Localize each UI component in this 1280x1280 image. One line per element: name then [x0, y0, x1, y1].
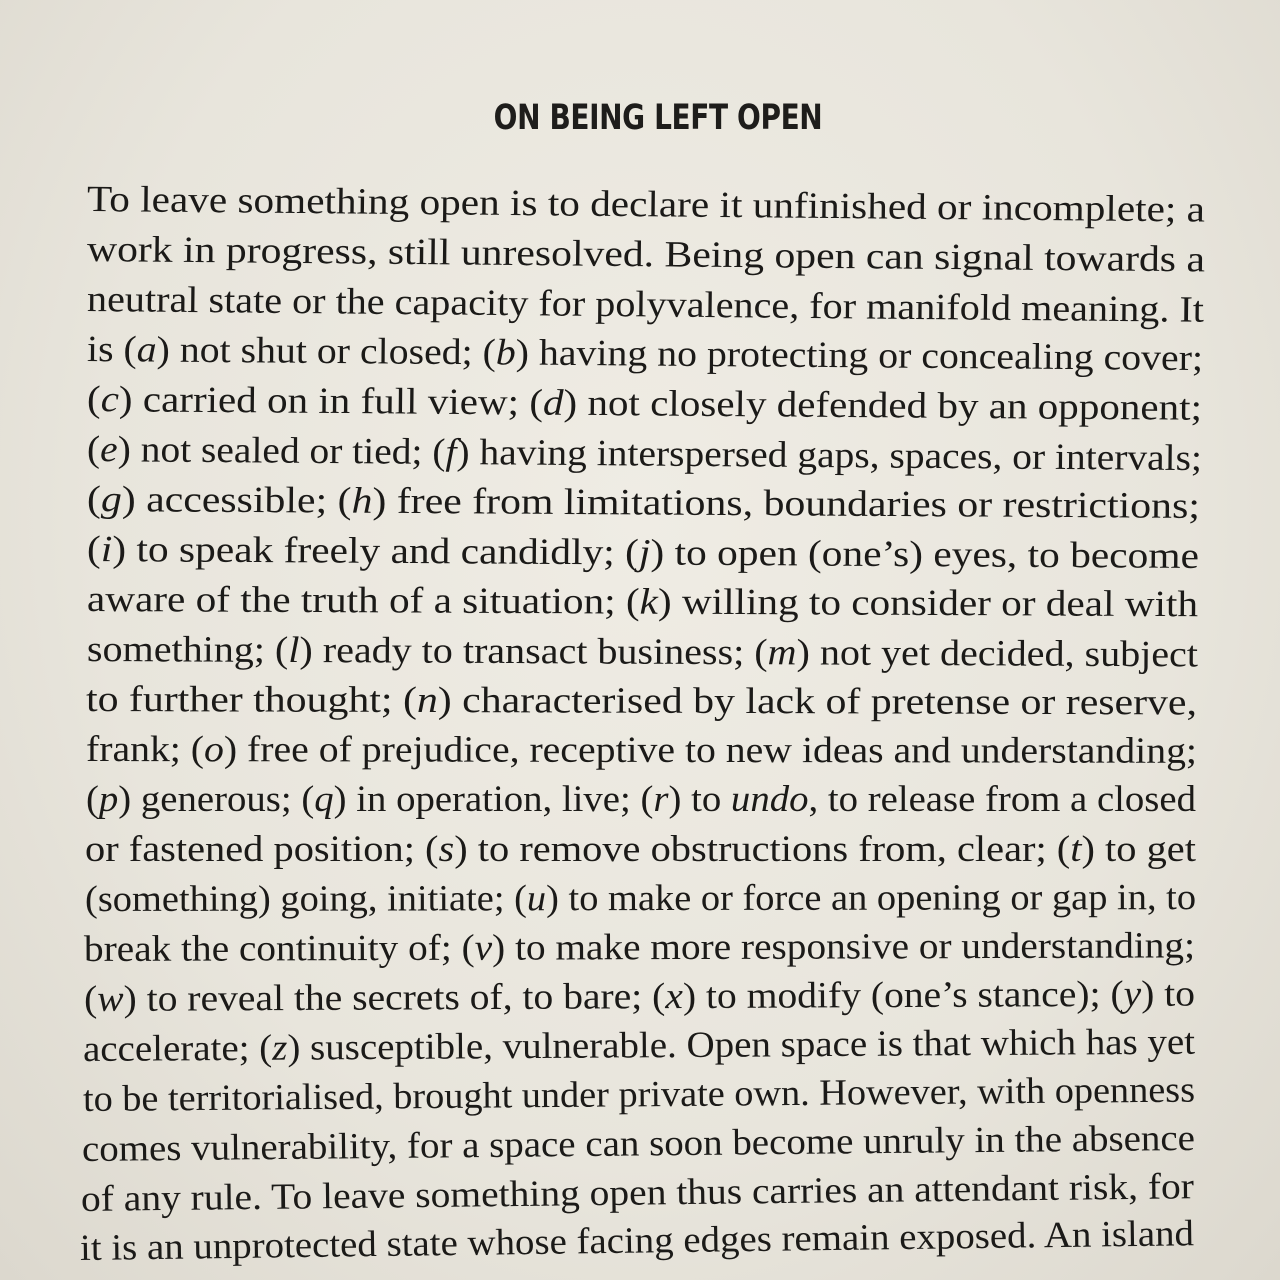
- italic-text: k: [639, 581, 659, 623]
- text-run: ) not yet decided, subject: [796, 632, 1199, 676]
- text-run: (: [86, 779, 99, 820]
- italic-text: z: [272, 1027, 288, 1069]
- text-run: , to release from a closed: [808, 779, 1196, 820]
- text-line: [86, 329, 1204, 380]
- text-run: ) willing to consider or deal with: [657, 581, 1199, 626]
- text-line: [86, 781, 1196, 818]
- text-run: ) free from limitations, boundaries or restrictions;: [372, 480, 1201, 527]
- text-run: something; (: [86, 629, 289, 671]
- text-run: ) free of prejudice, receptive to new ideas and understanding;: [223, 729, 1198, 772]
- text-run: break the continuity of; (: [83, 927, 475, 970]
- text-run: ) not closely defended by an opponent;: [563, 382, 1203, 429]
- text-run: ) to make or force an opening or gap in, to: [546, 877, 1197, 920]
- italic-text: undo: [730, 779, 809, 820]
- text-line: [85, 679, 1198, 724]
- italic-text: t: [1070, 829, 1082, 870]
- text-line: [86, 429, 1203, 480]
- text-run: to be territorialised, brought under private own. However, with openness: [82, 1069, 1196, 1120]
- chapter-heading: ON BEING LEFT OPEN: [493, 98, 823, 138]
- text-run: (something) going, initiate; (: [84, 878, 527, 920]
- italic-text: e: [99, 429, 118, 471]
- text-run: ) to: [668, 779, 731, 820]
- text-run: (: [86, 379, 101, 421]
- italic-text: p: [98, 779, 119, 820]
- italic-text: x: [665, 976, 683, 1018]
- text-run: (: [86, 429, 101, 471]
- italic-text: w: [97, 978, 124, 1020]
- text-run: ) in operation, live; (: [333, 779, 654, 820]
- text-run: ) ready to transact business; (: [299, 630, 768, 674]
- italic-text: h: [351, 480, 373, 522]
- text-line: [85, 831, 1196, 868]
- text-run: ) generous; (: [118, 779, 315, 820]
- text-run: of any rule. To leave something open thus carries an attendant risk, for: [80, 1166, 1195, 1220]
- text-run: To leave something open is to declare it unfinished or incomplete; a: [86, 179, 1206, 231]
- text-run: ) characterised by lack of pretense or reserve,: [437, 680, 1198, 724]
- text-run: ) accessible; (: [121, 479, 352, 522]
- text-run: ) to reveal the secrets of, to bare; (: [123, 976, 666, 1020]
- text-line: [87, 181, 1205, 229]
- italic-text: i: [100, 529, 113, 571]
- text-run: ) susceptible, vulnerable. Open space is that which has yet: [287, 1021, 1196, 1069]
- italic-text: j: [638, 532, 651, 574]
- italic-text: v: [474, 927, 493, 969]
- text-run: ) to make more responsive or understanding;: [492, 925, 1196, 969]
- italic-text: c: [100, 379, 120, 421]
- text-run: or fastened position; (: [85, 829, 439, 870]
- italic-text: n: [416, 680, 438, 722]
- text-line: [86, 629, 1199, 676]
- text-run: ) to get: [1081, 829, 1196, 870]
- text-run: ) to speak freely and candidly; (: [112, 529, 640, 574]
- text-run: (: [86, 529, 101, 571]
- italic-text: d: [542, 382, 564, 424]
- text-line: [80, 1215, 1194, 1267]
- italic-text: g: [100, 479, 122, 521]
- text-run: ) to open (one’s) eyes, to become: [650, 532, 1200, 577]
- italic-text: r: [653, 779, 669, 820]
- text-run: ) to remove obstructions from, clear; (: [454, 829, 1071, 870]
- text-line: [87, 281, 1204, 329]
- text-run: is (: [86, 329, 137, 371]
- text-line: [84, 927, 1195, 968]
- italic-text: q: [314, 779, 334, 820]
- text-line: [87, 531, 1199, 575]
- text-run: (: [86, 479, 102, 521]
- text-run: work in progress, still unresolved. Being open can signal towards a: [86, 229, 1206, 281]
- text-run: aware of the truth of a situation; (: [86, 579, 640, 623]
- italic-text: m: [767, 632, 797, 674]
- italic-text: f: [445, 431, 457, 474]
- text-run: comes vulnerability, for a space can soon become unruly in the absence: [81, 1117, 1196, 1170]
- italic-text: u: [526, 878, 547, 920]
- text-line: [85, 879, 1196, 918]
- text-run: ) to: [1141, 973, 1196, 1015]
- text-run: ) having interspersed gaps, spaces, or intervals;: [456, 432, 1203, 480]
- text-run: ) not sealed or tied; (: [117, 429, 446, 473]
- text-run: to further thought; (: [85, 679, 418, 722]
- text-line: [86, 731, 1197, 770]
- text-run: ) having no protecting or concealing cover;: [515, 332, 1204, 380]
- italic-text: l: [288, 629, 300, 672]
- italic-text: o: [204, 729, 224, 771]
- text-run: accelerate; (: [82, 1027, 273, 1070]
- text-run: ) not shut or closed; (: [156, 329, 497, 374]
- text-line: [87, 381, 1202, 427]
- text-line: [82, 1021, 1196, 1070]
- text-line: [81, 1117, 1196, 1170]
- text-line: [82, 1069, 1196, 1120]
- text-line: [86, 579, 1199, 626]
- text-line: [83, 973, 1196, 1020]
- italic-text: b: [495, 332, 516, 374]
- text-run: ) to modify (one’s stance); (: [682, 973, 1124, 1018]
- text-run: (: [83, 978, 98, 1020]
- italic-text: y: [1123, 973, 1142, 1015]
- italic-text: a: [136, 329, 157, 371]
- text-line: [81, 1168, 1194, 1218]
- text-run: neutral state or the capacity for polyvalence, for manifold meaning. It: [86, 279, 1205, 331]
- text-run: frank; (: [85, 729, 205, 771]
- italic-text: s: [438, 829, 455, 870]
- text-run: ) carried on in full view; (: [118, 379, 544, 424]
- text-run: it is an unprotected state whose facing edges remain exposed. An island: [79, 1213, 1195, 1269]
- text-line: [87, 481, 1200, 525]
- text-line: [86, 229, 1206, 281]
